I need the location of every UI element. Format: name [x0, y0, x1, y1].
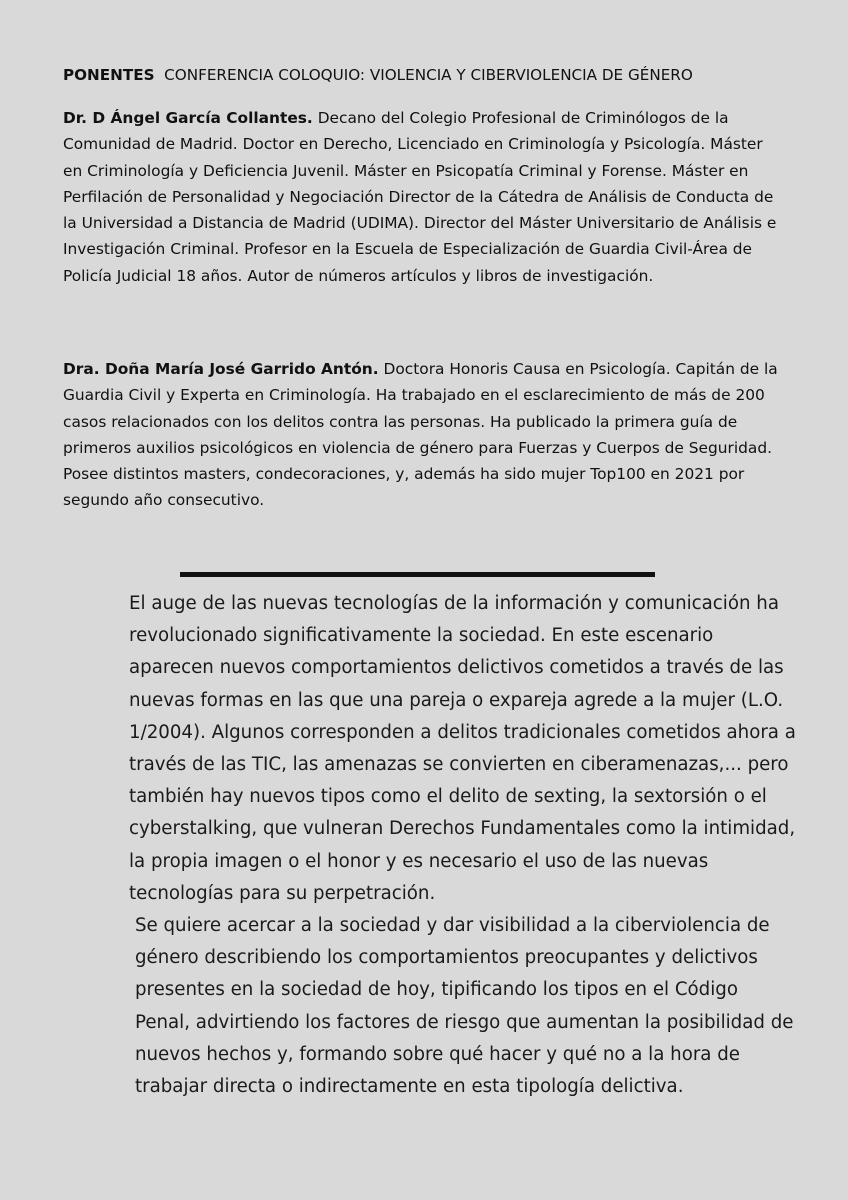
body-paragraph: El auge de las nuevas tecnologías de la información y comunicación ha revolucionado significativamente la sociedad. En este escenario aparecen nuevos comportamientos delictivos cometidos a través de las nuevas formas en las que una pareja o expareja agrede a la mujer (L.O. 1/2004). Algunos corresponden a delitos tradicionales cometidos ahora a través de las TIC, las amenazas se convierten en ciberamenazas,... pero también hay nuevos tipos como el delito de sexting, la sextorsión o el cyberstalking, que vulneran Derechos Fundamentales como la intimidad, la propia imagen o el honor y es necesario el uso de las nuevas tecnologías para su perpetración. — [129, 593, 796, 904]
speaker-bio — [63, 356, 783, 514]
header-label: PONENTES — [63, 66, 155, 84]
speaker-description: Decano del Colegio Profesional de Criminólogos de la Comunidad de Madrid. Doctor en Derecho, Licenciado en Criminología y Psicología. Máster en Criminología y Deficiencia Juvenil. Máster en Psicopatía Criminal y Forense. Máster en Perfilación de Personalidad y Negociación Director de la Cátedra de Análisis de Conducta de la Universidad a Distancia de Madrid (UDIMA). Director del Máster Universitario de Análisis e Investigación Criminal. Profesor en la Escuela de Especialización de Guardia Civil-Área de Policía Judicial 18 años. Autor de números artículos y libros de investigación. — [63, 109, 777, 285]
body-text — [63, 588, 798, 1103]
speaker-name: Dra. Doña María José Garrido Antón. — [63, 360, 379, 378]
speaker-description: Doctora Honoris Causa en Psicología. Capitán de la Guardia Civil y Experta en Criminología. Ha trabajado en el esclarecimiento de más de 200 casos relacionados con los delitos contra las personas. Ha publicado la primera guía de primeros auxilios psicológicos en violencia de género para Fuerzas y Cuerpos de Seguridad. Posee distintos masters, condecoraciones, y, además ha sido mujer Top100 en 2021 por segundo año consecutivo. — [63, 360, 778, 510]
section-divider — [180, 572, 655, 577]
document-header — [63, 65, 803, 85]
body-paragraph: Se quiere acercar a la sociedad y dar visibilidad a la ciberviolencia de género describiendo los comportamientos preocupantes y delictivos presentes en la sociedad de hoy, tipificando los tipos en el Código Penal, advirtiendo los factores de riesgo que aumentan la posibilidad de nuevos hechos y, formando sobre qué hacer y qué no a la hora de trabajar directa o indirectamente en esta tipología delictiva. — [135, 915, 794, 1098]
speaker-name: Dr. D Ángel García Collantes. — [63, 109, 313, 127]
header-title: CONFERENCIA COLOQUIO: VIOLENCIA Y CIBERVIOLENCIA DE GÉNERO — [164, 66, 693, 84]
speaker-bio — [63, 105, 783, 289]
